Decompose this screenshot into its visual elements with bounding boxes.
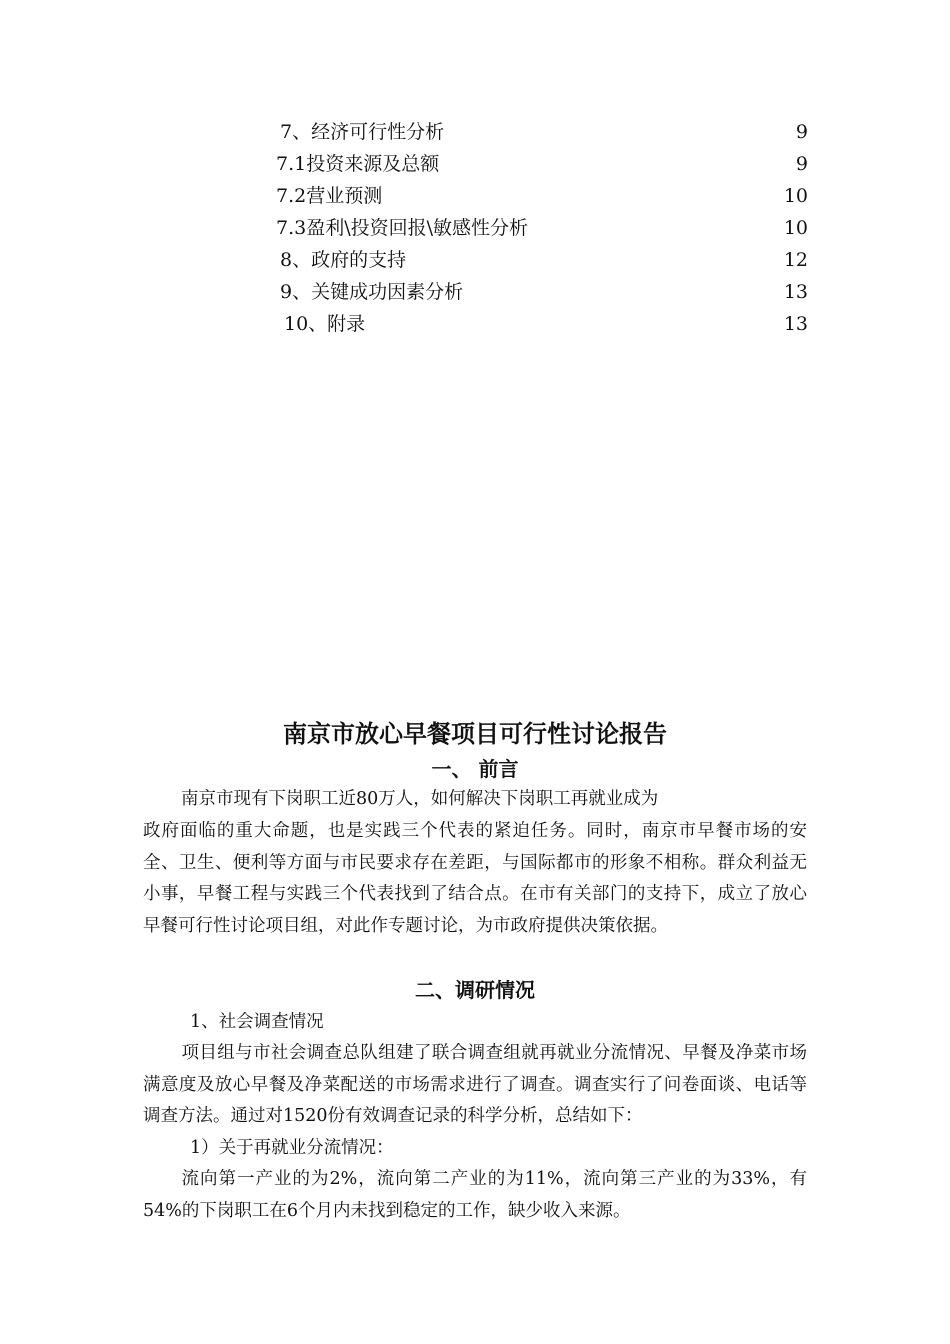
toc-entry-page: 9 xyxy=(795,121,808,143)
toc-entry-label: 7.1投资来源及总额 xyxy=(276,153,440,175)
toc-entry[interactable] xyxy=(276,212,808,244)
toc-entry-page: 13 xyxy=(783,313,808,335)
toc-entry[interactable] xyxy=(276,308,808,340)
survey-paragraph: 项目组与市社会调查总队组建了联合调查组就再就业分流情况、早餐及净菜市场满意度及放心早餐及净菜配送的市场需求进行了调查。调查实行了问卷面谈、电话等调查方法。通过对1520份有效调查记录的科学分析，总结如下： xyxy=(143,1043,807,1126)
toc-entry-label: 7、经济可行性分析 xyxy=(280,121,445,143)
section-heading-research: 二、调研情况 xyxy=(415,978,535,1002)
toc-entry-label: 9、关键成功因素分析 xyxy=(280,281,464,303)
subsection-item-heading: 1）关于再就业分流情况： xyxy=(190,1138,394,1158)
toc-entry[interactable] xyxy=(276,276,808,308)
toc-entry-page: 13 xyxy=(783,281,808,303)
employment-paragraph: 流向第一产业的为2%，流向第二产业的为11%，流向第三产业的为33%，有54%的下岗职工在6个月内未找到稳定的工作，缺少收入来源。 xyxy=(143,1169,807,1221)
section-heading-preface: 一、 前言 xyxy=(431,757,519,781)
toc-entry[interactable] xyxy=(276,148,808,180)
toc-entry-label: 10、附录 xyxy=(284,313,366,335)
toc-entry-page: 9 xyxy=(795,153,808,175)
toc-entry-label: 7.3盈利\投资回报\敏感性分析 xyxy=(276,217,529,239)
toc-entry-label: 7.2营业预测 xyxy=(276,185,383,207)
subsection-heading: 1、社会调查情况 xyxy=(190,1012,324,1032)
toc-entry-page: 10 xyxy=(783,185,808,207)
preface-first-line: 南京市现有下岗职工近80万人，如何解决下岗职工再就业成为 xyxy=(181,789,659,809)
report-title: 南京市放心早餐项目可行性讨论报告 xyxy=(283,720,667,748)
toc-entry[interactable] xyxy=(276,180,808,212)
toc-entry[interactable] xyxy=(276,116,808,148)
toc-entry[interactable] xyxy=(276,244,808,276)
toc-entry-page: 12 xyxy=(783,249,808,271)
table-of-contents xyxy=(276,116,808,340)
preface-paragraph: 政府面临的重大命题，也是实践三个代表的紧迫任务。同时，南京市早餐市场的安全、卫生、便利等方面与市民要求存在差距，与国际都市的形象不相称。群众利益无小事，早餐工程与实践三个代表找到了结合点。在市有关部门的支持下，成立了放心早餐可行性讨论项目组，对此作专题讨论，为市政府提供决策依据。 xyxy=(143,821,807,936)
toc-entry-label: 8、政府的支持 xyxy=(280,249,407,271)
toc-entry-page: 10 xyxy=(783,217,808,239)
